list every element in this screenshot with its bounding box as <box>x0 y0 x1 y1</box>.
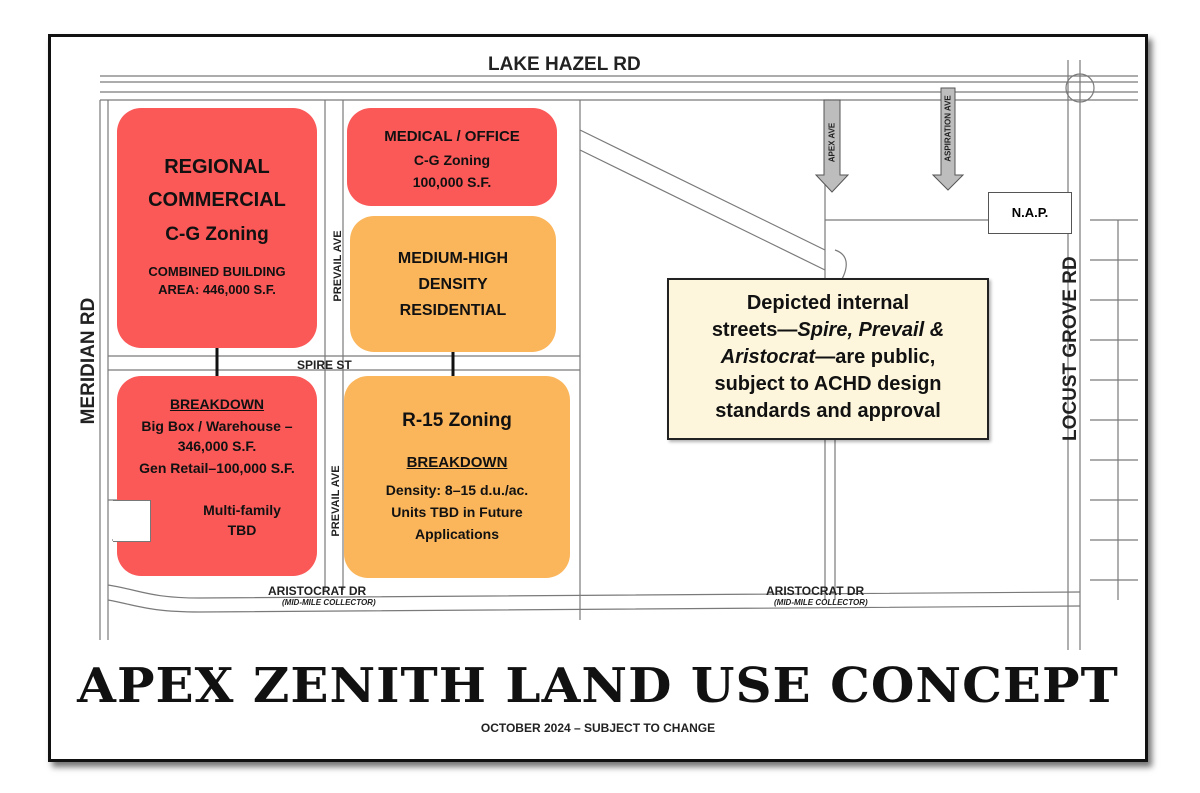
lake-hazel-label: LAKE HAZEL RD <box>488 54 641 75</box>
medical-line1: MEDICAL / OFFICE <box>384 128 520 145</box>
note-line4: subject to ACHD design <box>714 373 942 395</box>
note-line3-a: Aristocrat <box>720 346 816 368</box>
breakdown-left-line5: TBD <box>227 522 257 538</box>
medical-office-zone <box>347 108 557 206</box>
page-subtitle: OCTOBER 2024 – SUBJECT TO CHANGE <box>480 721 716 735</box>
parcel-notch <box>113 500 151 542</box>
note-line3 <box>669 344 987 371</box>
medical-line2: C-G Zoning <box>413 152 491 168</box>
apex-ave-label: APEX AVE <box>827 122 837 163</box>
note-line3-b: —are public, <box>815 346 936 368</box>
r15-line1: Density: 8–15 d.u./ac. <box>385 482 529 498</box>
locust-grove-label: LOCUST GROVE RD <box>1060 256 1081 441</box>
note-line2-b: Spire, Prevail & <box>797 319 945 341</box>
medium-high-residential-zone <box>350 216 556 352</box>
regional-line2: COMMERCIAL <box>148 189 286 211</box>
note-line2 <box>669 317 987 344</box>
prevail-lower-label: PREVAIL AVE <box>330 465 342 537</box>
regional-area2: AREA: 446,000 S.F. <box>158 282 276 297</box>
note-line5: standards and approval <box>715 400 941 422</box>
public-streets-note <box>667 278 989 440</box>
regional-area1: COMBINED BUILDING <box>148 264 286 279</box>
regional-commercial-zone <box>117 108 317 348</box>
note-line2-a: streets— <box>711 319 798 341</box>
residential-line3: RESIDENTIAL <box>399 302 507 319</box>
residential-line1: MEDIUM-HIGH <box>397 250 509 267</box>
commercial-breakdown-zone <box>117 376 317 576</box>
spire-label: SPIRE ST <box>297 358 352 372</box>
r15-line3: Applications <box>414 526 499 542</box>
breakdown-left-line4: Multi-family <box>203 502 281 518</box>
breakdown-left-heading: BREAKDOWN <box>169 396 265 412</box>
aristocrat-left-label: ARISTOCRAT DR <box>268 584 367 598</box>
aristocrat-line <box>108 585 1080 598</box>
r15-heading: BREAKDOWN <box>406 454 508 471</box>
aspiration-ave-label: ASPIRATION AVE <box>943 95 953 162</box>
residential-line2: DENSITY <box>418 276 488 293</box>
note-line1: Depicted internal <box>746 292 910 314</box>
prevail-upper-label: PREVAIL AVE <box>332 230 344 302</box>
page-title: APEX ZENITH LAND USE CONCEPT <box>77 657 1119 714</box>
r15-line2: Units TBD in Future <box>391 504 523 520</box>
breakdown-left-line1: Big Box / Warehouse – <box>141 418 293 434</box>
breakdown-left-line2: 346,000 S.F. <box>177 438 257 454</box>
aristocrat-right-sub: (MID-MILE COLLECTOR) <box>774 598 868 607</box>
meridian-label: MERIDIAN RD <box>78 297 99 425</box>
breakdown-left-line3: Gen Retail–100,000 S.F. <box>139 460 295 476</box>
nap-parcel: N.A.P. <box>988 192 1072 234</box>
aristocrat-right-label: ARISTOCRAT DR <box>766 584 865 598</box>
aristocrat-left-sub: (MID-MILE COLLECTOR) <box>282 598 376 607</box>
regional-line1: REGIONAL <box>164 156 270 178</box>
regional-zoning: C-G Zoning <box>165 224 269 245</box>
medical-line3: 100,000 S.F. <box>412 174 492 190</box>
r15-zone <box>344 376 570 578</box>
r15-zoning: R-15 Zoning <box>402 410 512 431</box>
